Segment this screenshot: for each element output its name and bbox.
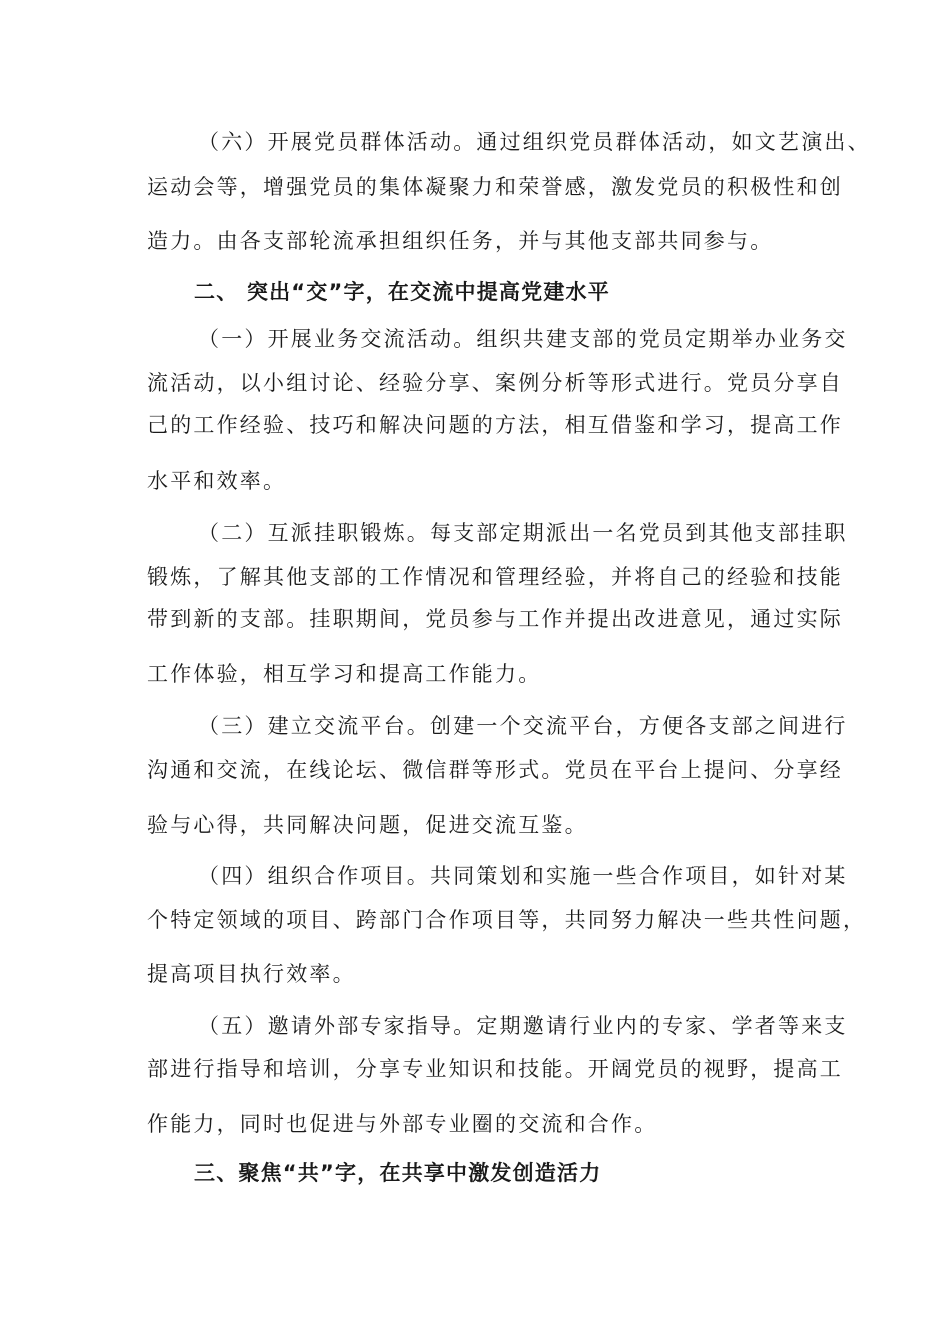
paragraph-5-line-3: 作能力，同时也促进与外部专业圈的交流和合作。 <box>147 1112 658 1136</box>
paragraph-4-line-1: （四）组织合作项目。共同策划和实施一些合作项目，如针对某 <box>198 864 848 888</box>
paragraph-2-line-2: 锻炼，了解其他支部的工作情况和管理经验，并将自己的经验和技能 <box>147 565 843 589</box>
paragraph-5-line-2: 部进行指导和培训，分享专业知识和技能。开阔党员的视野，提高工 <box>147 1057 843 1081</box>
paragraph-6-line-2: 运动会等，增强党员的集体凝聚力和荣誉感，激发党员的积极性和创 <box>147 175 843 199</box>
paragraph-2-line-4: 工作体验，相互学习和提高工作能力。 <box>147 662 542 686</box>
paragraph-1-line-3: 己的工作经验、技巧和解决问题的方法，相互借鉴和学习，提高工作 <box>147 413 843 437</box>
paragraph-5-line-1: （五）邀请外部专家指导。定期邀请行业内的专家、学者等来支 <box>198 1014 848 1038</box>
paragraph-4-line-2: 个特定领域的项目、跨部门合作项目等，共同努力解决一些共性问题， <box>147 908 867 932</box>
paragraph-3-line-1: （三）建立交流平台。创建一个交流平台，方便各支部之间进行 <box>198 714 848 738</box>
paragraph-2-line-1: （二）互派挂职锻炼。每支部定期派出一名党员到其他支部挂职 <box>198 521 848 545</box>
paragraph-1-line-1: （一）开展业务交流活动。组织共建支部的党员定期举办业务交 <box>198 327 848 351</box>
paragraph-1-line-2: 流活动，以小组讨论、经验分享、案例分析等形式进行。党员分享自 <box>147 371 843 395</box>
paragraph-6-line-1: （六）开展党员群体活动。通过组织党员群体活动，如文艺演出、 <box>198 130 871 154</box>
paragraph-2-line-3: 带到新的支部。挂职期间，党员参与工作并提出改进意见，通过实际 <box>147 607 843 631</box>
paragraph-3-line-2: 沟通和交流，在线论坛、微信群等形式。党员在平台上提问、分享经 <box>147 758 843 782</box>
paragraph-4-line-3: 提高项目执行效率。 <box>147 962 356 986</box>
paragraph-1-line-4: 水平和效率。 <box>147 469 287 493</box>
section-heading-2: 二、 突出“交”字，在交流中提高党建水平 <box>194 280 610 304</box>
paragraph-6-line-3: 造力。由各支部轮流承担组织任务，并与其他支部共同参与。 <box>147 229 774 253</box>
paragraph-3-line-3: 验与心得，共同解决问题，促进交流互鉴。 <box>147 813 588 837</box>
section-heading-3: 三、聚焦“共”字，在共享中激发创造活力 <box>194 1161 602 1185</box>
